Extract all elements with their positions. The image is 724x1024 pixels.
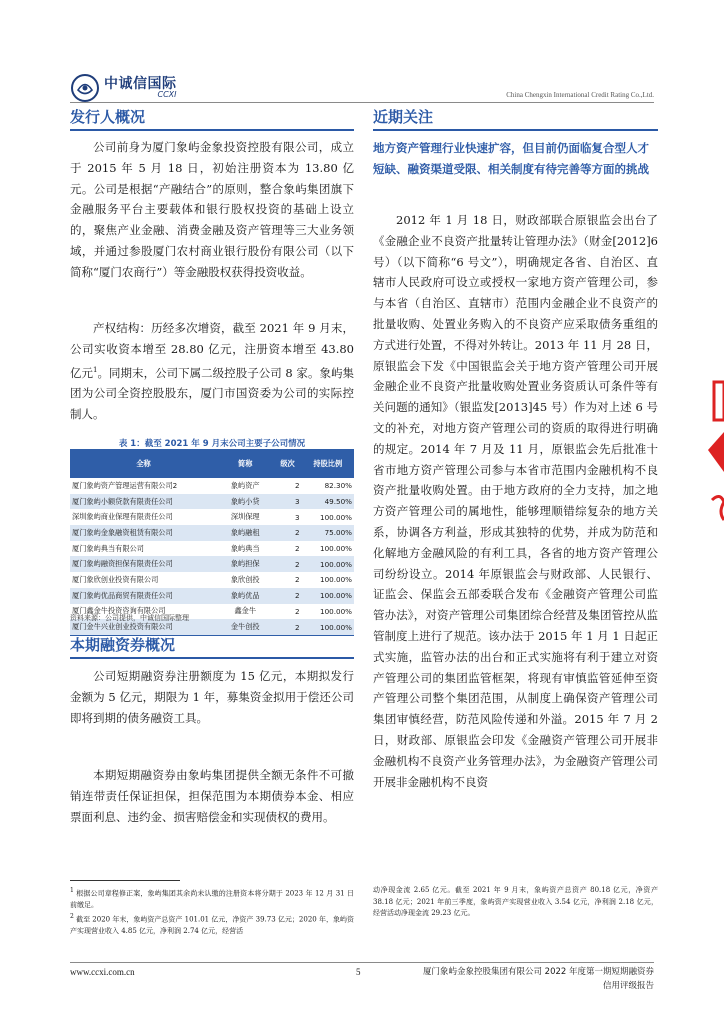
table-row xyxy=(70,478,354,494)
footnote-divider xyxy=(70,880,180,881)
col-header-short: 简称 xyxy=(217,449,273,478)
footnote-2 xyxy=(70,911,354,937)
recent-section-title: 近期关注 xyxy=(373,108,434,126)
issuer-paragraph-1: 公司前身为厦门象屿金象投资控股有限公司，成立于 2015 年 5 月 18 日，初始注册资本为 13.80 亿元。公司是根据“产融结合”的原则，整合象屿集团旗下金融服务平台主要载体和银行股权投资的基础上设立的，聚焦产业金融、消费金融及资产管理等三大业务领域，并通过参股厦门农村商业银行股份有限公司（以下简称“厦门农商行”）等金融股权获得投资收益。 xyxy=(70,140,354,279)
company-english-name: China Chengxin International Credit Rating Co.,Ltd. xyxy=(506,91,654,99)
cell-ratio: 100.00% xyxy=(302,556,354,572)
cell-fullname: 厦门象屿典当有限公司 xyxy=(72,543,144,553)
table-source-note: 资料来源：公司提供，中诚信国际整理 xyxy=(70,614,189,622)
cell-ratio: 75.00% xyxy=(302,525,354,541)
table-row xyxy=(70,525,354,541)
cell-ratio: 100.00% xyxy=(320,544,352,554)
seal-stamp-icon xyxy=(700,380,724,530)
cell-level: 2 xyxy=(295,544,300,554)
cell-ratio: 100.00% xyxy=(302,619,354,635)
cell-short: 象屿担保 xyxy=(217,556,273,572)
footer-title-line-1: 厦门象屿金象控股集团有限公司 2022 年度第一期短期融资券 xyxy=(422,967,654,977)
cell-ratio: 100.00% xyxy=(302,588,354,604)
cell-level: 2 xyxy=(273,588,301,604)
issuance-paragraph-2: 本期短期融资券由象屿集团提供全额无条件不可撤销连带责任保证担保，担保范围为本期债券本金、相应票面利息、违约金、损害赔偿金和实现债权的费用。 xyxy=(70,768,354,824)
cell-ratio: 100.00% xyxy=(320,575,352,585)
page-number: 5 xyxy=(356,967,361,977)
cell-ratio: 100.00% xyxy=(320,512,352,522)
footnote-1-mark: 1 xyxy=(70,887,74,894)
cell-level: 2 xyxy=(273,619,301,635)
logo-en-text: CCXI xyxy=(157,90,177,99)
cell-level: 2 xyxy=(295,481,300,491)
col-header-fullname: 全称 xyxy=(70,449,217,478)
header-divider xyxy=(70,102,654,103)
subsidiary-table-title: 表 1：截至 2021 年 9 月末公司主要子公司情况 xyxy=(118,439,306,449)
cell-short: 金牛创投 xyxy=(217,619,273,635)
cell-level: 2 xyxy=(273,525,301,541)
table-row xyxy=(70,572,354,588)
table-row xyxy=(70,509,354,525)
table-row xyxy=(70,588,354,604)
footnote-2-text: 截至 2020 年末，象屿资产总资产 101.01 亿元，净资产 39.73 亿元；2020 年，象屿资产实现营业收入 4.85 亿元，净利润 2.74 亿元，经营活 xyxy=(70,915,354,935)
footer-title-line-2: 信用评级报告 xyxy=(602,981,654,991)
footnote-2-continued: 动净现金流 2.65 亿元。截至 2021 年 9 月末，象屿资产总资产 80.18 亿元，净资产 38.18 亿元；2021 年前三季度，象屿资产实现营业收入 3.54 亿元，净利润 2.18 亿元，经营活动净现金流 29.23 亿元。 xyxy=(373,886,658,917)
cell-short: 象屿小贷 xyxy=(217,494,273,510)
subsidiary-table xyxy=(70,449,354,636)
recent-subheading: 地方资产管理行业快速扩容，但目前仍面临复合型人才短缺、融资渠道受限、相关制度有待完善等方面的挑战 xyxy=(373,141,649,176)
ownership-text: 产权结构：历经多次增资，截至 2021 年 9 月末，公司实收资本增至 28.80 亿元，注册资本增至 43.80 亿元 xyxy=(70,321,354,380)
col-header-level: 级次 xyxy=(273,449,301,478)
logo-cn-text: 中诚信国际 xyxy=(104,76,177,92)
cell-fullname: 厦门象屿优品商贸有限责任公司 xyxy=(70,588,217,604)
cell-ratio: 82.30% xyxy=(324,481,352,491)
issuance-title-underline xyxy=(70,657,354,659)
footer-website-link[interactable]: www.ccxi.com.cn xyxy=(70,967,135,977)
footnote-ref-1[interactable]: 1 xyxy=(93,365,98,374)
cell-short: 象欣创投 xyxy=(230,574,260,584)
cell-fullname: 厦门金牛兴业创业投资有限公司 xyxy=(70,619,217,635)
cell-fullname: 厦门象屿融资担保有限责任公司 xyxy=(70,556,217,572)
issuance-paragraph-1: 公司短期融资券注册额度为 15 亿元，本期拟发行金额为 5 亿元，期限为 1 年，募集资金拟用于偿还公司即将到期的债务融资工具。 xyxy=(70,669,354,725)
issuance-section-title: 本期融资券概况 xyxy=(70,636,176,654)
table-row xyxy=(70,494,354,510)
table-header-row xyxy=(70,449,354,478)
cell-fullname: 厦门象欣创业投资有限公司 xyxy=(72,574,159,584)
footer-report-title xyxy=(404,965,654,993)
cell-fullname: 厦门象屿小额贷款有限责任公司 xyxy=(70,494,217,510)
table-row xyxy=(70,541,354,557)
cell-level: 3 xyxy=(295,512,300,522)
issuer-title-underline xyxy=(70,129,354,131)
footnote-1 xyxy=(70,885,354,911)
cell-short: 象屿优品 xyxy=(217,588,273,604)
footnote-2-mark: 2 xyxy=(70,913,74,920)
issuer-paragraph-2 xyxy=(70,318,354,425)
issuer-section-title: 发行人概况 xyxy=(70,108,146,126)
cell-fullname: 厦门象屿金象融资租赁有限公司 xyxy=(70,525,217,541)
cell-level: 2 xyxy=(273,556,301,572)
cell-level: 2 xyxy=(295,606,300,616)
ownership-text-rest: 。同期末，公司下属二级控股子公司 8 家。象屿集团为公司全资控股股东，厦门市国资委为公司的实际控制人。 xyxy=(70,365,354,422)
cell-fullname: 厦门象屿资产管理运营有限公司2 xyxy=(72,480,178,490)
recent-paragraph-1: 2012 年 1 月 18 日，财政部联合原银监会出台了《金融企业不良资产批量转让管理办法》（财金[2012]6 号）（以下简称“6 号文”），明确规定各省、自治区、直辖市人民政府可设立或授权一家地方资产管理公司，参与本省（自治区、直辖市）范围内金融企业不良资产的批量收购、处置业务购入的不良资产应采取债务重组的方式进行处置，不得对外转让。2013 年 11 月 28 日，原银监会下发《中国银监会关于地方资产管理公司开展金融企业不良资产批量收购处置业务资质认可条件等有关问题的通知》（银监发[2013]45 号）作为对上述 6 号文的补充，对地方资产管理公司的资质的取得进行明确的规定。2014 年 7 月及 11 月，原银监会先后批准十省市地方资产管理公司参与本省市范围内金融机构不良资产批量收购处置。由于地方政府的全力支持，加之地方资产管理公司的属地性，能够理顺错综复杂的地方关系，协调各方利益，形成其独特的优势，并成为防范和化解地方金融风险的有利工具，各省的地方资产管理公司纷纷设立。2014 年原银监会与财政部、人民银行、证监会、保监会五部委联合发布《金融资产管理公司监管办法》，对资产管理公司集团综合经营及集团管控从监管制度上进行了规范。该办法于 2015 年 1 月 1 日起正式实施，监管办法的出台和正式实施将有利于建立对资产管理公司的集团监管框架，将现有审慎监管延伸至资产管理公司整个集团范围，从制度上确保资产管理公司集团审慎经营，防范风险传递和外溢。2015 年 7 月 2 日，财政部、原银监会印发《金融资产管理公司开展非金融机构不良资产业务管理办法》，为金融资产管理公司开展非金融机构不良资 xyxy=(373,213,658,789)
cell-short: 象屿融租 xyxy=(217,525,273,541)
cell-short: 深圳保理 xyxy=(230,512,260,522)
logo-icon xyxy=(70,73,100,103)
col-header-ratio: 持股比例 xyxy=(302,449,354,478)
cell-ratio: 49.50% xyxy=(302,494,354,510)
table-row xyxy=(70,556,354,572)
cell-ratio: 100.00% xyxy=(320,606,352,616)
recent-title-underline xyxy=(373,129,658,131)
cell-short: 象屿典当 xyxy=(230,543,260,553)
footer-divider xyxy=(70,962,654,963)
cell-fullname: 深圳象屿商业保理有限责任公司 xyxy=(72,512,173,522)
cell-level: 3 xyxy=(273,494,301,510)
cell-level: 2 xyxy=(295,575,300,585)
cell-fullname: 厦门鑫金牛投资咨询有限公司 xyxy=(72,606,166,616)
cell-short: 鑫金牛 xyxy=(234,606,257,616)
cell-short: 象屿资产 xyxy=(230,480,260,490)
footnote-1-text: 根据公司章程修正案，象屿集团其余尚未认缴的注册资本将分期于 2023 年 12 月 31 日前缴足。 xyxy=(70,889,354,909)
